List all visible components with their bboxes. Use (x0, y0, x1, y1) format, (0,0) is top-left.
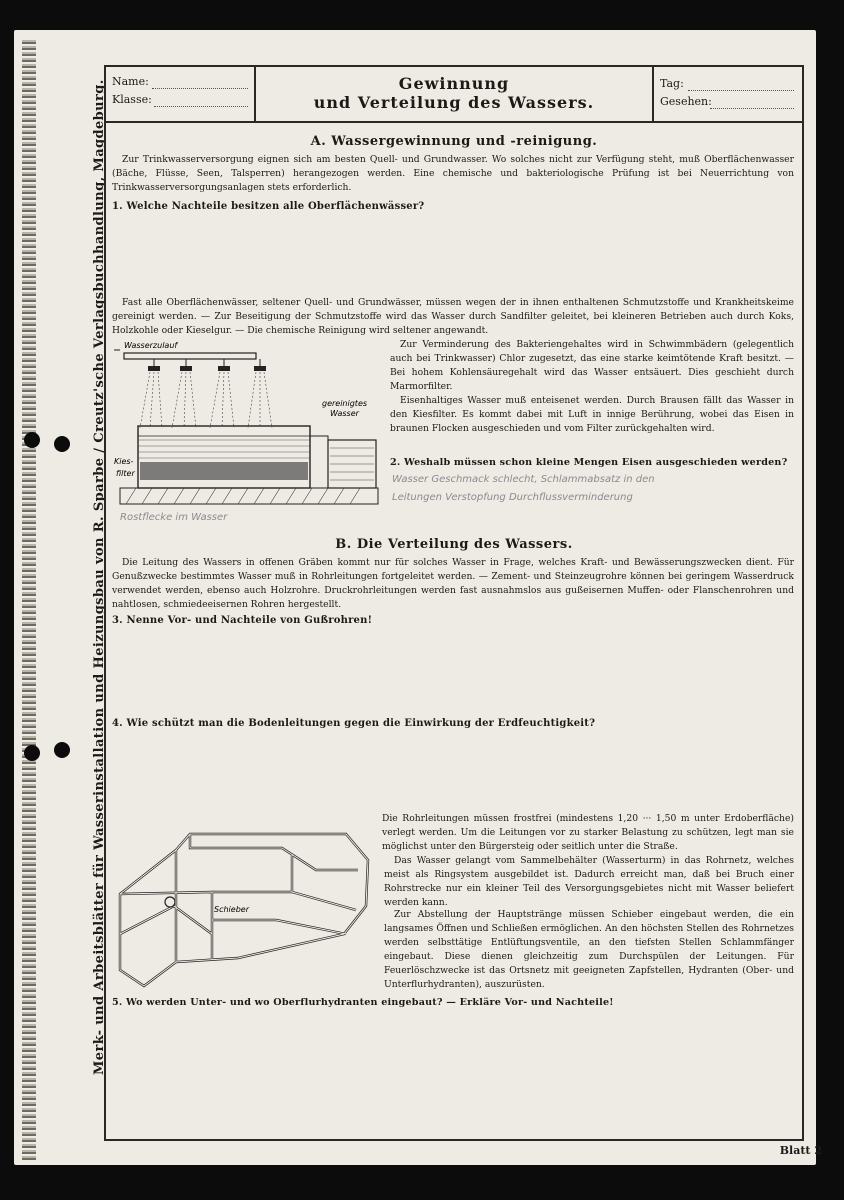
handwritten-answer-line1: Wasser Geschmack schlecht, Schlammabsatz in den (392, 474, 655, 485)
class-label: Klasse: (112, 93, 152, 106)
day-field[interactable] (688, 89, 794, 91)
question-3: 3. Nenne Vor- und Nachteile von Gußrohren! (112, 615, 373, 626)
handwritten-answer-line3: Rostflecke im Wasser (120, 512, 228, 523)
section-a-paragraph-3: Zur Verminderung des Bakteriengehaltes wird in Schwimmbädern (gelegentlich auch bei Trinkwasser) Chlor zugesetzt, das eine starke keimtötende Kraft besitzt. — Bei hohem Kohlensäuregehalt wird das Wasser entsäuert. Dies geschieht durch Marmorfilter. (390, 339, 794, 392)
question-2: 2. Weshalb müssen schon kleine Mengen Eisen ausgeschieden werden? (390, 457, 788, 468)
inflow-label: Wasserzulauf (124, 341, 178, 350)
question-5: 5. Wo werden Unter- und wo Oberflurhydranten eingebaut? — Erkläre Vor- und Nachteile! (112, 997, 614, 1008)
valve-label: Schieber (214, 905, 249, 914)
publisher-side-text: Merk- und Arbeitsblätter für Wasserinstallation und Heizungsbau von R. Sparbe / Creutz'sche Verlagsbuchhandlung, Magdeburg. (92, 79, 107, 1075)
seen-label: Gesehen: (660, 95, 712, 108)
gravel-filter-diagram (112, 336, 384, 511)
header (106, 67, 802, 123)
svg-text:Wasser: Wasser (330, 409, 359, 418)
punch-hole (54, 742, 70, 758)
question-4: 4. Wie schützt man die Bodenleitungen gegen die Einwirkung der Erdfeuchtigkeit? (112, 718, 596, 729)
page-title-line2: und Verteilung des Wassers. (313, 93, 595, 112)
spiral-binding (22, 40, 36, 1160)
page-title-line1: Gewinnung (398, 74, 510, 93)
page-title (256, 74, 652, 112)
class-field[interactable] (154, 105, 248, 107)
seen-field[interactable] (710, 107, 794, 109)
handwritten-answer-line2: Leitungen Verstopfung Durchflussverminderung (392, 492, 633, 503)
section-b-title: B. Die Verteilung des Wassers. (335, 537, 573, 552)
purified-water-label: gereinigtes (322, 399, 368, 408)
sheet-number: Blatt 2 (779, 1144, 822, 1157)
punch-hole (54, 436, 70, 452)
section-a-paragraph-2: Fast alle Oberflächenwässer, seltener Quell- und Grundwässer, müssen wegen der in ihnen enthaltenen Schmutzstoffe und Krankheitskeime gereinigt werden. — Zur Beseitigung der Schmutzstoffe wird das Wasser durch Sandfilter geleitet, bei kleineren Betrieben auch durch Koks, Holzkohle oder Kieselgur. — Die chemische Reinigung wird seltener angewandt. (112, 297, 794, 336)
date-fields (654, 67, 802, 121)
section-b-paragraph-1: Die Leitung des Wassers in offenen Gräben kommt nur für solches Wasser in Frage, welches Kraft- und Bewässerungszwecken dient. Für Genußzwecke bestimmtes Wasser muß in Rohrleitungen fortgeleitet werden. — Zement- und Steinzeugrohre können bei geringem Wasserdruck verwendet werden, ebenso auch Holzrohre. Druckrohrleitungen werden fast ausnahmslos aus gußeisernen Muffen- oder Flanschenrohren und nahtlosen, schmiedeeisernen Rohren hergestellt. (112, 557, 794, 610)
pipe-network-diagram (116, 830, 378, 992)
name-field[interactable] (152, 87, 248, 89)
name-label: Name: (112, 75, 149, 88)
section-b-paragraph-3: Das Wasser gelangt vom Sammelbehälter (Wasserturm) in das Rohrnetz, welches meist als Ringsystem ausgebildet ist. Dadurch erreicht man, daß bei Bruch einer Rohrstrecke nur ein kleiner Teil des Versorgungsgebietes nicht mit Wasser beliefert werden kann. (384, 855, 794, 908)
day-label: Tag: (660, 77, 684, 90)
section-b-paragraph-2: Die Rohrleitungen müssen frostfrei (mindestens 1,20 ··· 1,50 m unter Erdoberfläche) verlegt werden. Um die Leitungen vor zu starker Belastung zu schützen, legt man sie möglichst unter den Bürgersteig oder seitlich unter die Straße. (382, 813, 794, 852)
student-fields (106, 67, 256, 121)
punch-hole (24, 745, 40, 761)
svg-text:filter: filter (116, 469, 135, 478)
punch-hole (24, 432, 40, 448)
question-1: 1. Welche Nachteile besitzen alle Oberflächenwässer? (112, 201, 425, 212)
section-a-intro: Zur Trinkwasserversorgung eignen sich am besten Quell- und Grundwasser. Wo solches nicht zur Verfügung steht, muß Oberflächenwasser (Bäche, Flüsse, Seen, Talsperren) herangezogen werden. Eine chemische und bakteriologische Prüfung ist bei Neuerrichtung von Trinkwasserversorgungsanlagen stets erforderlich. (112, 154, 794, 193)
section-a-title: A. Wassergewinnung und -reinigung. (310, 134, 598, 149)
section-a-paragraph-4: Eisenhaltiges Wasser muß enteisenet werden. Durch Brausen fällt das Wasser in den Kiesfilter. Es kommt dabei mit Luft in innige Berührung, wobei das Eisen in braunen Flocken ausgeschieden und vom Filter zurückgehalten wird. (390, 395, 794, 434)
title-box (256, 67, 654, 121)
gravel-filter-label: Kies- (114, 457, 134, 466)
section-b-paragraph-4: Zur Abstellung der Hauptstränge müssen Schieber eingebaut werden, die ein langsames Öffnen und Schließen ermöglichen. An den höchsten Stellen des Rohrnetzes werden selbsttätige Entlüftungsventile, an den tiefsten Stellen Schlammfänger eingebaut. Diese dienen gleichzeitig zum Durchspülen der Leitungen. Für Feuerlöschzwecke ist das Ortsnetz mit geeigneten Zapfstellen, Hydranten (Ober- und Unterflurhydranten), auszurüsten. (384, 909, 794, 990)
valve-symbol (165, 897, 175, 907)
